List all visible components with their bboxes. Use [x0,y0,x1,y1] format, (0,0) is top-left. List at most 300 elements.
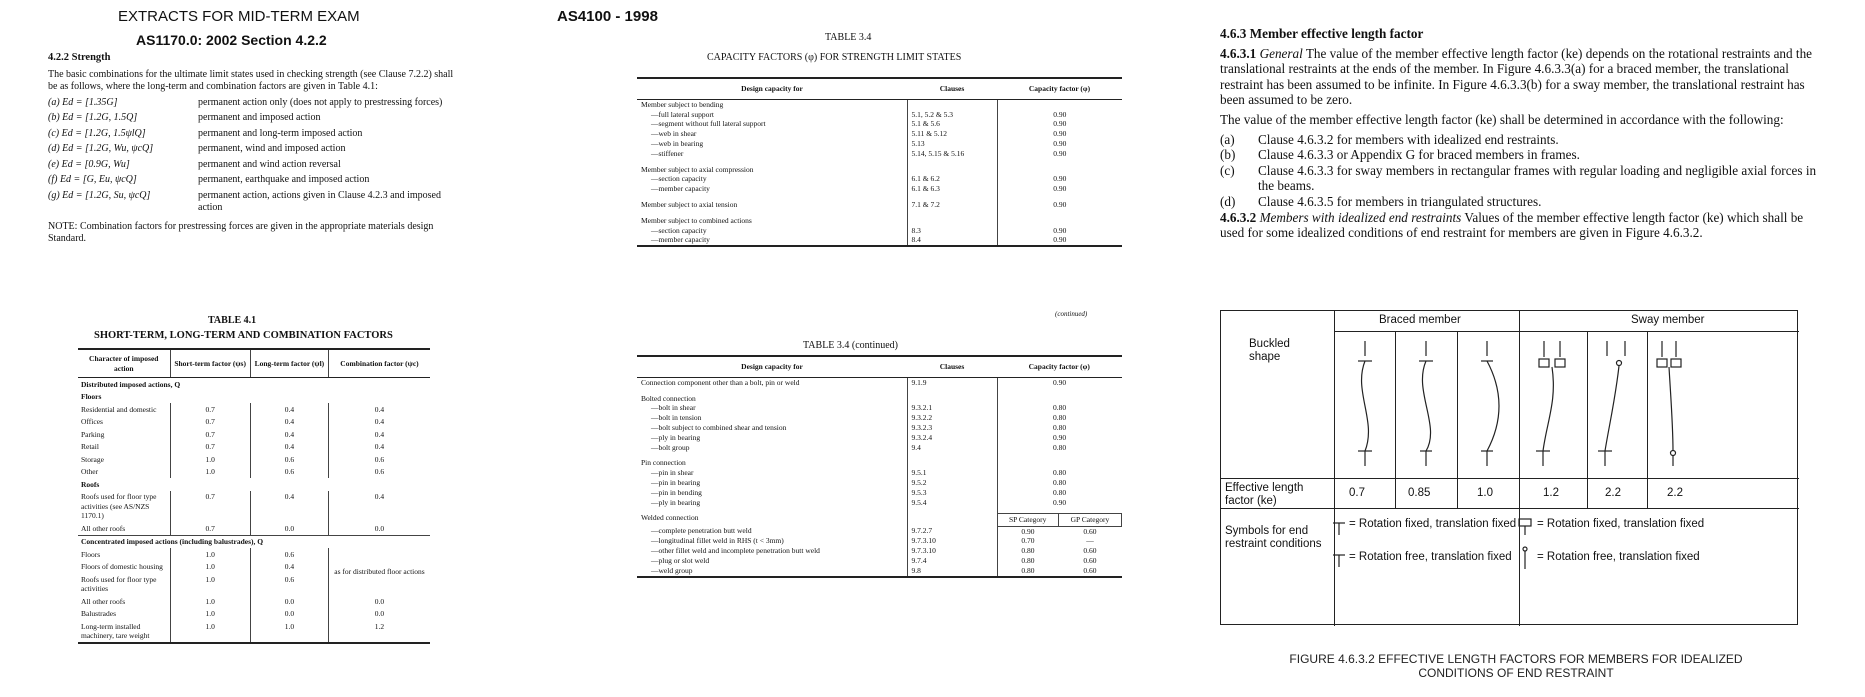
design-capacity-cell: —plug or slot weld [651,556,710,566]
table-cell: 0.4 [250,416,328,429]
table34-part1 [637,77,1122,247]
combination-note: NOTE: Combination factors for prestressing forces are given in the appropriate materials design Standard. [48,220,434,244]
clauses-cell: 5.1, 5.2 & 5.3 [907,110,997,120]
table-row [637,235,1122,246]
idealized-paragraph: 4.6.3.2 Members with idealized end restraints Values of the member effective length factor (ke) which shall be used for some idealized conditions of end restraint for members are given in Figure 4.6.3.2. [1220,209,1804,241]
design-capacity-cell: —ply in bearing [651,432,701,442]
ke-value-4: 1.2 [1543,487,1559,499]
section-label: Concentrated imposed actions (including balustrades), Q [78,535,430,548]
combination-formula: (a) Ed = [1.35G] [48,96,118,108]
table41-subtitle: SHORT-TERM, LONG-TERM AND COMBINATION FACTORS [94,330,393,341]
factor-gp-cell: 0.60 [1058,566,1121,577]
design-capacity-cell: —full lateral support [651,109,714,119]
clauses-cell: 6.1 & 6.3 [907,184,997,194]
clauses-cell: 9.3.2.3 [907,423,997,433]
table-row [637,413,1122,423]
clauses-cell: 8.4 [907,235,997,246]
table-row [637,119,1122,129]
table-cell: 0.4 [328,403,430,416]
table-cell: Storage [81,454,104,464]
combination-row [48,190,463,215]
combination-desc: permanent action, actions given in Clause 4.2.3 and imposed action [198,189,441,213]
factor-cell: 0.80 [997,423,1122,433]
clause-list [1220,132,1820,210]
table-cell: 0.6 [250,548,328,561]
list-item [1220,147,1820,163]
table-row [637,129,1122,139]
design-capacity-cell: —web in bearing [651,138,704,148]
table-row [637,200,1122,210]
table-cell: 0.7 [170,491,250,523]
buckled-shape-fixed-pinned-icon [1419,341,1433,466]
design-capacity-cell: —segment without full lateral support [651,119,766,129]
table-cell: Long-term installed machinery, tare weight [78,620,170,643]
table-row [637,216,1122,226]
design-capacity-cell: Bolted connection [641,393,696,403]
clauses-cell [907,458,997,468]
sym2-text: = Rotation fixed, translation fixed [1537,518,1705,530]
factor-cell [997,165,1122,175]
factor-cell: 0.90 [997,526,1058,536]
combination-row [48,174,463,187]
table-row [637,566,1122,577]
clause-intro: The basic combinations for the ultimate limit states used in checking strength (see Clause 7.2.2) shall be as follows, where the long-term and combination factors are given in Table 4.1: [48,68,454,92]
buckled-shape-sway-3-icon [1657,341,1681,466]
table-row [78,491,430,523]
section-heading: 4.6.3 Member effective length factor [1220,26,1424,41]
design-capacity-cell: —bolt group [651,442,690,452]
table-row [637,546,1122,556]
design-capacity-cell: —bolt subject to combined shear and tension [651,422,787,432]
table-cell: 0.7 [170,416,250,429]
table-row [78,403,430,416]
factor-cell: 0.90 [997,377,1122,387]
welded-label: Welded connection [641,513,699,523]
table-cell: 0.7 [170,403,250,416]
buckled-label: Buckled shape [1249,338,1290,363]
combination-formula: (d) Ed = [1.2G, Wu, ψcQ] [48,143,154,154]
clauses-cell [907,216,997,226]
design-capacity-cell: Connection component other than a bolt, pin or weld [641,377,800,387]
table-cell: 0.6 [250,466,328,479]
table-row [637,226,1122,236]
table-cell: 0.6 [250,573,328,595]
clauses-cell: 5.11 & 5.12 [907,129,997,139]
table-cell: 0.4 [250,403,328,416]
table-row [637,468,1122,478]
sway-header: Sway member [1631,314,1705,326]
t41-header-combination: Combination factor (ψc) [328,349,430,378]
table-row [78,441,430,454]
design-capacity-cell: —complete penetration butt weld [651,526,752,536]
ke-value-3: 1.0 [1477,487,1493,499]
design-capacity-cell: —pin in shear [651,468,694,478]
table-cell: 0.4 [250,491,328,523]
as4100-heading: AS4100 - 1998 [557,8,658,25]
design-capacity-cell: —weld group [637,566,907,577]
table-cell: Offices [81,417,103,426]
table-cell: 1.0 [250,620,328,643]
combination-list [48,97,463,215]
factor-cell: 0.80 [997,478,1122,488]
table-row [637,403,1122,413]
table-cell: 1.0 [170,548,250,561]
combination-formula: (e) Ed = [0.9G, Wu] [48,158,130,170]
table-cell: 0.4 [250,441,328,454]
table41-title: TABLE 4.1 [208,315,257,326]
general-paragraph: 4.6.3.1 General The value of the member effective length factor (ke) depends on the rotational restraints and the translational restraints at the ends of the member. In Figure 4.6.3.3(a) for a braced member, the translational restraint has been assumed to be infinite. In Figure 4.6.3.3(b) for a sway member, the translational restraint has been assumed to be zero. [1220,45,1813,108]
clauses-cell: 6.1 & 6.2 [907,174,997,184]
design-capacity-cell: —other fillet weld and incomplete penetration butt weld [651,546,820,556]
list-item [1220,194,1820,210]
table-cell: 1.0 [170,573,250,595]
ke-label: Effective length factor (ke) [1225,482,1304,507]
factor-cell: 0.80 [997,556,1058,566]
list-item-text: Clause 4.6.3.3 for sway members in rectangular frames with regular loading and negligible axial forces in the beams. [1258,162,1817,194]
table-section-row [78,478,430,491]
factor-gp-cell: 0.60 [1083,526,1097,536]
buckled-shape-fixed-fixed-icon [1358,341,1372,466]
combination-desc: permanent, earthquake and imposed action [198,174,370,185]
table-row [637,443,1122,453]
clauses-cell: 9.7.2.7 [907,526,997,536]
table-row [637,174,1122,184]
table-row [78,548,430,561]
table-cell: 0.7 [170,522,250,535]
braced-header: Braced member [1379,314,1461,326]
conc-combination-note: as for distributed floor actions [328,548,430,595]
t41-header-character: Character of imposed action [78,349,170,378]
design-capacity-cell: Member subject to axial tension [641,199,738,209]
design-capacity-cell: —member capacity [651,184,710,194]
combination-desc: permanent and long-term imposed action [198,127,363,139]
clauses-cell: 9.5.4 [907,498,997,508]
factor-cell: 0.90 [997,200,1122,210]
list-item [1220,163,1820,194]
rotation-free-translation-fixed-icon [1333,555,1345,567]
standard-heading: AS1170.0: 2002 Section 4.2.2 [136,32,327,48]
table-row [78,453,430,466]
clauses-cell: 5.1 & 5.6 [907,119,997,129]
effective-length-text [1220,26,1820,245]
table-cell: 0.7 [170,441,250,454]
list-item-label: (c) [1220,162,1235,178]
clauses-cell: 9.8 [907,566,997,577]
sym1-text: = Rotation fixed, translation fixed [1349,518,1517,530]
table34-subtitle: CAPACITY FACTORS (φ) FOR STRENGTH LIMIT STATES [707,52,962,63]
clauses-cell: 7.1 & 7.2 [907,200,997,210]
table-cell: 0.4 [328,491,430,523]
table34b-title: TABLE 3.4 (continued) [803,340,899,351]
table-cell: All other roofs [81,596,126,606]
clauses-cell: 8.3 [907,226,997,236]
clauses-cell [907,394,997,404]
factor-cell: 0.90 [997,149,1122,159]
combination-desc: permanent and imposed action [198,112,321,123]
table-row [637,556,1122,566]
design-capacity-cell: Member subject to bending [641,99,724,109]
combination-formula: (g) Ed = [1.2G, Su, ψcQ] [48,189,151,201]
table-cell: 0.4 [328,428,430,441]
design-capacity-cell: —web in shear [651,129,697,139]
factor-gp-cell: 0.60 [1083,556,1097,566]
design-capacity-cell: —pin in bearing [651,477,701,487]
sym3-text: = Rotation free, translation fixed [1349,551,1512,563]
table-row [78,428,430,441]
factor-cell [997,394,1122,404]
table-cell: Floors [81,549,101,559]
table-cell: Other [81,467,99,476]
buckled-shape-sway-2-icon [1598,341,1625,466]
table-cell: All other roofs [81,523,126,533]
table-cell: 1.0 [170,595,250,608]
table-row [637,498,1122,508]
table-section-row [78,535,430,548]
clauses-cell: 9.7.3.10 [907,536,997,546]
determination-paragraph: The value of the member effective length factor (ke) shall be determined in accordance with the following: [1220,111,1784,127]
factor-cell: 0.90 [997,110,1122,120]
design-capacity-cell: —bolt in tension [651,413,702,423]
section-label: Distributed imposed actions, Q [78,378,430,391]
strength-clause [48,52,463,246]
design-capacity-cell: —section capacity [651,225,707,235]
factor-cell: 0.90 [997,129,1122,139]
table-cell: 0.0 [250,608,328,621]
combination-row [48,128,463,141]
t34b-header-clauses: Clauses [907,356,997,377]
table34-title: TABLE 3.4 [825,32,872,43]
table-cell: Roofs used for floor type activities (see AS/NZS 1170.1) [81,492,157,520]
table-row [637,394,1122,404]
list-item [1220,132,1820,148]
exam-heading: EXTRACTS FOR MID-TERM EXAM [118,8,360,25]
t34-header-design: Design capacity for [637,78,907,99]
table-cell: 0.6 [250,453,328,466]
clauses-cell: 9.3.2.2 [907,413,997,423]
clauses-cell: 9.3.2.1 [907,403,997,413]
table-cell: 0.0 [328,522,430,535]
table-row [637,99,1122,109]
combination-desc: permanent and wind action reversal [198,158,341,170]
combination-desc: permanent, wind and imposed action [198,143,346,154]
as1170-extract-panel [38,0,468,697]
table-row [637,149,1122,159]
design-capacity-cell: Pin connection [641,458,686,468]
table-cell: Retail [81,442,99,451]
combination-row [48,159,463,172]
design-capacity-cell: —member capacity [637,235,907,246]
combination-desc: permanent action only (does not apply to prestressing forces) [198,96,443,108]
factor-gp-cell: 0.60 [1083,546,1097,556]
clauses-cell: 9.4 [907,443,997,453]
table-row [78,620,430,643]
table-row [637,110,1122,120]
effective-length-figure [1220,310,1798,625]
table-row [637,458,1122,468]
factor-cell: 0.90 [997,226,1122,236]
clauses-cell [907,99,997,109]
factor-cell: 0.90 [997,498,1122,508]
table-cell: 1.0 [170,453,250,466]
table-cell: 0.4 [328,416,430,429]
design-capacity-cell: —ply in bearing [651,497,701,507]
ke-value-2: 0.85 [1408,487,1431,499]
welded-header-row [637,513,1122,526]
buckled-shape-pinned-pinned-icon [1481,341,1499,466]
list-item-label: (a) [1220,131,1235,147]
symbols-label: Symbols for end restraint conditions [1225,525,1322,550]
table-row [637,536,1122,546]
factor-cell: 0.90 [997,174,1122,184]
t41-header-long: Long-term factor (ψl) [250,349,328,378]
table-row [637,165,1122,175]
list-item-text: Clause 4.6.3.5 for members in triangulated structures. [1258,193,1542,209]
table-cell: 1.0 [170,466,250,479]
table-cell: Balustrades [81,609,116,618]
table-row [78,416,430,429]
table-cell: 0.0 [250,522,328,535]
factor-cell: 0.90 [997,139,1122,149]
table-cell: 1.0 [170,620,250,643]
factor-cell: 0.90 [997,119,1122,129]
clauses-cell [907,165,997,175]
factor-cell: 0.80 [997,546,1058,556]
table-row [78,466,430,479]
table-row [78,522,430,535]
factor-cell: 0.80 [997,468,1122,478]
t34b-header-design: Design capacity for [637,356,907,377]
table-section-row [78,378,430,391]
table-cell: Floors of domestic housing [81,562,163,571]
table-row [637,433,1122,443]
table-row [637,488,1122,498]
list-item-label: (d) [1220,193,1236,209]
buckled-shape-sway-1-icon [1536,341,1565,466]
table-cell: 0.4 [250,561,328,574]
clauses-cell: 9.7.4 [907,556,997,566]
table-section-row [78,391,430,404]
factor-cell: 0.80 [997,413,1122,423]
factor-cell: 0.90 [997,235,1122,246]
section-label: Floors [81,392,102,401]
sp-category: SP Category [997,513,1058,526]
combination-row [48,112,463,125]
figure-caption: FIGURE 4.6.3.2 EFFECTIVE LENGTH FACTORS FOR MEMBERS FOR IDEALIZED CONDITIONS OF END RESTRAINT [1289,652,1743,680]
factor-cell: 0.80 [997,443,1122,453]
table-row [637,377,1122,387]
table-row [637,423,1122,433]
list-item-text: Clause 4.6.3.3 or Appendix G for braced members in frames. [1258,147,1580,163]
clauses-cell: 9.7.3.10 [907,546,997,556]
clauses-cell: 9.5.3 [907,488,997,498]
effective-length-panel [1220,0,1832,697]
table-row [78,608,430,621]
clauses-cell: 9.3.2.4 [907,433,997,443]
as4100-extract-panel [555,0,1165,697]
rotation-free-translation-free-icon [1523,547,1527,569]
ke-value-5: 2.2 [1605,487,1621,499]
table-cell: Roofs used for floor type activities [81,574,157,593]
ke-value-6: 2.2 [1667,487,1683,499]
factor-cell: 0.80 [997,566,1058,577]
design-capacity-cell: —pin in bending [651,487,702,497]
table-cell: 0.0 [328,595,430,608]
table-cell: 0.4 [250,428,328,441]
table-cell: 1.0 [170,561,250,574]
t41-header-short: Short-term factor (ψs) [170,349,250,378]
list-item-label: (b) [1220,147,1236,163]
design-capacity-cell: Member subject to combined actions [641,215,752,225]
table-row [637,478,1122,488]
table-row [637,139,1122,149]
table-cell: 0.6 [328,453,430,466]
ke-value-1: 0.7 [1349,487,1365,499]
design-capacity-cell: —longitudinal fillet weld in RHS (t < 3mm) [651,536,784,546]
table34-part2 [637,355,1122,578]
table-cell: Parking [81,429,105,439]
combination-row [48,97,463,110]
factor-cell [997,458,1122,468]
t34b-header-factor: Capacity factor (φ) [997,356,1122,377]
design-capacity-cell: Member subject to axial compression [641,164,754,174]
section-label: Roofs [81,479,100,489]
clauses-cell: 9.5.2 [907,478,997,488]
design-capacity-cell: —stiffener [651,148,684,158]
continued-note: (continued) [1055,310,1088,318]
factor-cell: 0.90 [997,433,1122,443]
table-cell: 0.6 [328,466,430,479]
table-cell: 0.7 [170,428,250,441]
design-capacity-cell: —bolt in shear [651,403,696,413]
combination-formula: (f) Ed = [G, Eu, ψcQ] [48,174,137,185]
factor-cell: 0.70 [997,536,1058,546]
rotation-fixed-translation-fixed-sway-icon [1519,519,1531,535]
table-cell: 0.4 [328,441,430,454]
combination-formula: (b) Ed = [1.2G, 1.5Q] [48,112,138,123]
sym4-text: = Rotation free, translation fixed [1537,551,1700,563]
list-item-text: Clause 4.6.3.2 for members with idealized end restraints. [1258,131,1559,147]
combination-row [48,143,463,156]
rotation-fixed-translation-fixed-icon [1333,523,1345,535]
design-capacity-cell: —section capacity [651,174,707,184]
factor-cell: 0.80 [997,403,1122,413]
table41 [78,348,430,644]
table-row [78,595,430,608]
t34-header-clauses: Clauses [907,78,997,99]
clauses-cell: 5.13 [907,139,997,149]
table-cell: 0.0 [250,595,328,608]
combination-formula: (c) Ed = [1.2G, 1.5ψlQ] [48,127,146,139]
table-cell: Residential and domestic [81,404,157,414]
table-cell: 0.0 [328,608,430,621]
gp-category: GP Category [1058,513,1121,526]
clause-title: 4.2.2 Strength [48,52,111,63]
table-cell: 1.0 [170,608,250,621]
factor-cell [997,216,1122,226]
factor-gp-cell: — [1086,536,1094,546]
clauses-cell: 5.14, 5.15 & 5.16 [907,149,997,159]
table-cell: 1.2 [328,620,430,643]
clauses-cell: 9.5.1 [907,468,997,478]
factor-cell [997,99,1122,109]
table-row [637,526,1122,536]
t34-header-factor: Capacity factor (φ) [997,78,1122,99]
clauses-cell: 9.1.9 [907,377,997,387]
buckled-shapes-drawing [1221,311,1799,626]
factor-cell: 0.80 [997,488,1122,498]
factor-cell: 0.90 [997,184,1122,194]
table-row [637,184,1122,194]
